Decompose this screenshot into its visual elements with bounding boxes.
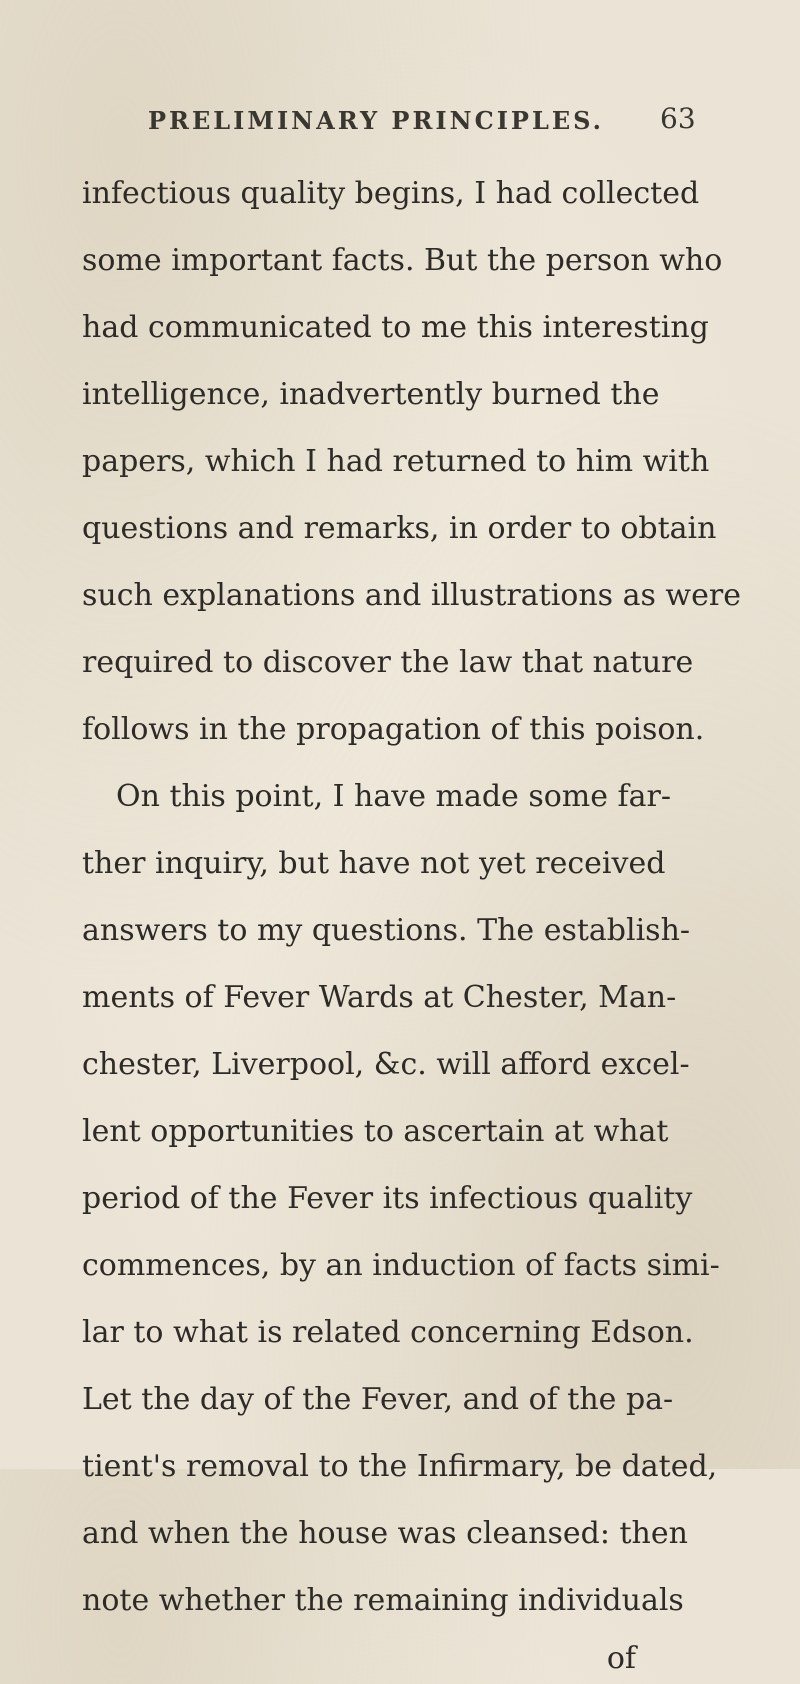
text-line: period of the Fever its infectious quality — [82, 1181, 693, 1216]
text-line: such explanations and illustrations as were — [82, 578, 741, 613]
text-line: ments of Fever Wards at Chester, Man- — [82, 980, 677, 1015]
text-line: questions and remarks, in order to obtain — [82, 511, 717, 546]
text-line: commences, by an induction of facts simi- — [82, 1248, 720, 1283]
running-head: PRELIMINARY PRINCIPLES. — [148, 106, 604, 135]
page-number: 63 — [660, 102, 696, 135]
page-header — [148, 102, 748, 146]
text-line: intelligence, inadvertently burned the — [82, 377, 660, 412]
text-line: ther inquiry, but have not yet received — [82, 846, 666, 881]
text-line: chester, Liverpool, &c. will afford excel- — [82, 1047, 690, 1082]
paragraph-start-line: On this point, I have made some far- — [116, 779, 671, 814]
text-line: and when the house was cleansed: then — [82, 1516, 688, 1551]
text-line: note whether the remaining individuals — [82, 1583, 684, 1618]
text-line: papers, which I had returned to him with — [82, 444, 710, 479]
text-line: answers to my questions. The establish- — [82, 913, 691, 948]
text-line: had communicated to me this interesting — [82, 310, 709, 345]
text-line: lent opportunities to ascertain at what — [82, 1114, 669, 1149]
body-text — [82, 160, 741, 1684]
text-line: some important facts. But the person who — [82, 243, 723, 278]
text-line: lar to what is related concerning Edson. — [82, 1315, 694, 1350]
text-line: tient's removal to the Infirmary, be dated, — [82, 1449, 718, 1484]
text-line: follows in the propagation of this poison. — [82, 712, 705, 747]
text-line: Let the day of the Fever, and of the pa- — [82, 1382, 674, 1417]
catchword: of — [606, 1641, 636, 1676]
text-line: required to discover the law that nature — [82, 645, 694, 680]
text-line: infectious quality begins, I had collected — [82, 176, 700, 211]
